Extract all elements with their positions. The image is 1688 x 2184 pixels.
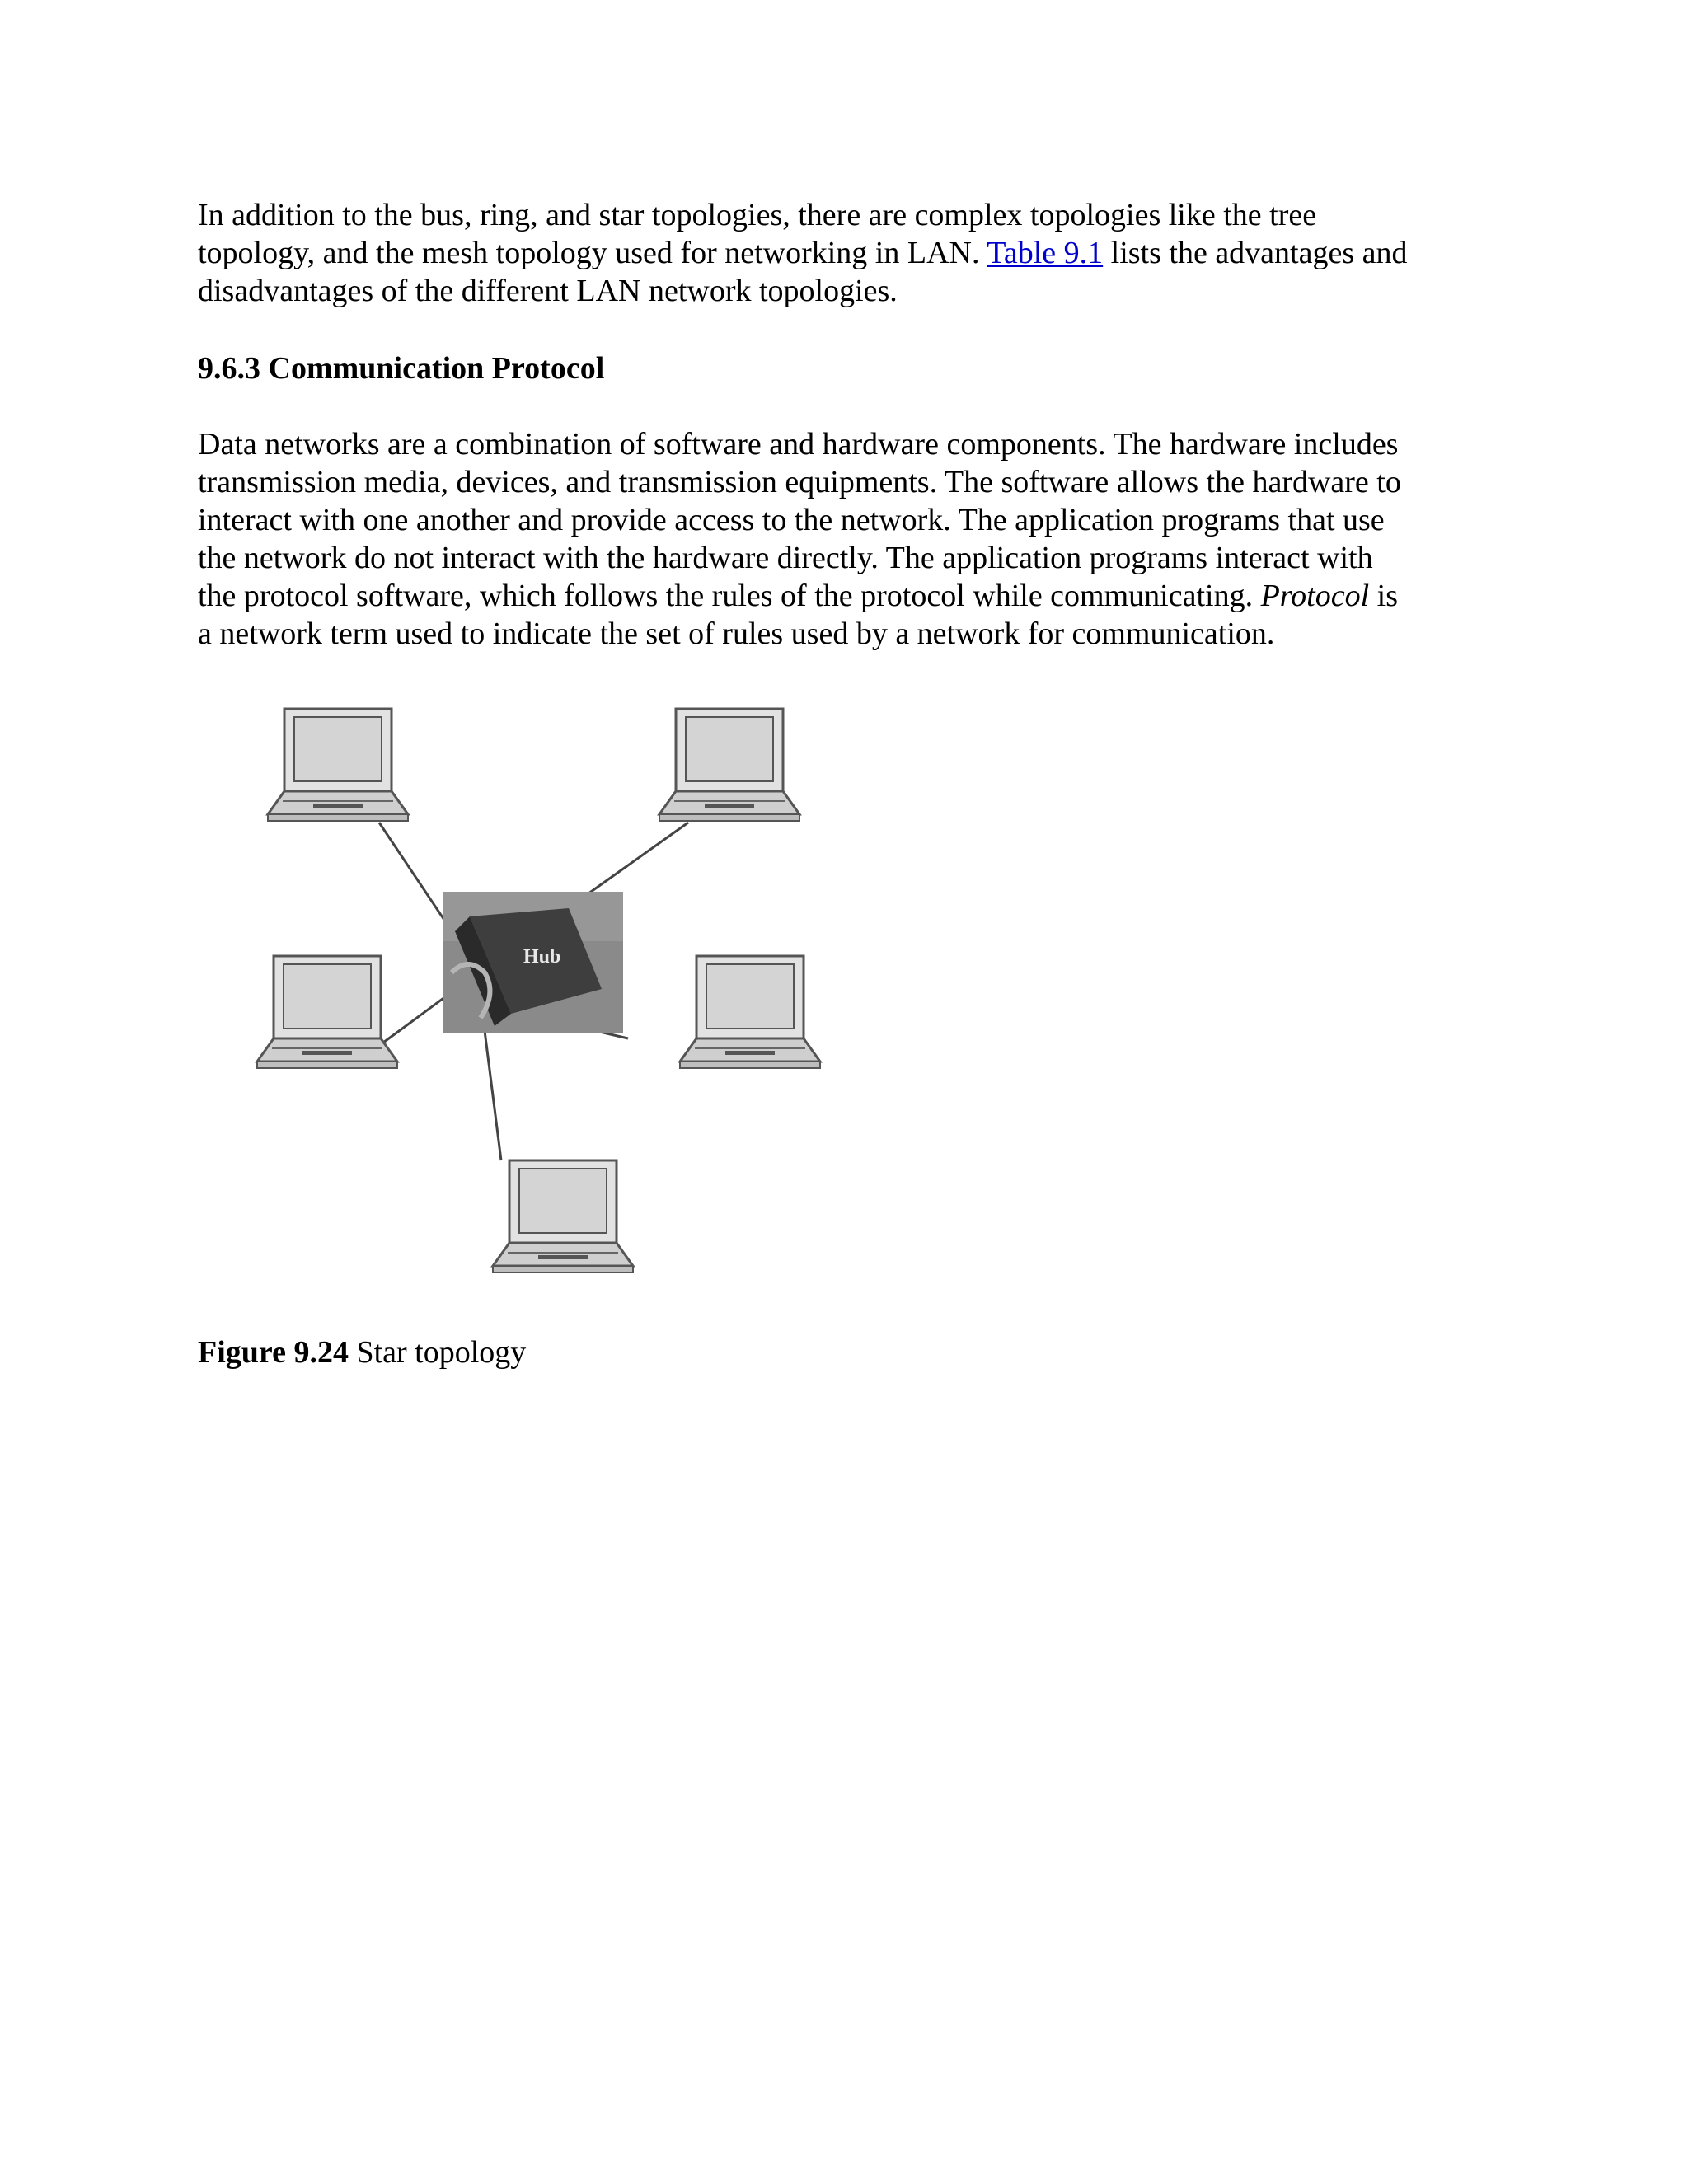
hub-label: Hub: [523, 946, 561, 968]
hub-device: [443, 892, 623, 1033]
laptop-icon: [659, 709, 799, 821]
laptop-icon: [493, 1160, 633, 1272]
protocol-line-4: the network do not interact with the hardware directly. The application programs interact with: [198, 541, 1373, 575]
laptop-icon: [257, 956, 397, 1068]
figure-number: Figure 9.24: [198, 1335, 349, 1370]
protocol-line-3: interact with one another and provide access to the network. The application programs that use: [198, 503, 1385, 537]
protocol-line-6: a network term used to indicate the set of rules used by a network for communication.: [198, 616, 1275, 651]
intro-line-2: [198, 234, 1500, 272]
protocol-line-2: transmission media, devices, and transmission equipments. The software allows the hardware to: [198, 465, 1401, 499]
figure-caption: [198, 1333, 526, 1371]
protocol-term: Protocol: [1260, 579, 1370, 613]
star-topology-figure: [239, 701, 841, 1294]
protocol-line-5: [198, 577, 1500, 615]
intro-line-1: In addition to the bus, ring, and star topologies, there are complex topologies like the tree: [198, 198, 1317, 232]
intro-line-3: disadvantages of the different LAN network topologies.: [198, 274, 898, 308]
laptop-icon: [680, 956, 820, 1068]
intro-line-2-after: lists the advantages and: [1103, 236, 1408, 270]
protocol-paragraph: [198, 425, 1500, 653]
intro-paragraph: [198, 196, 1500, 310]
figure-title: Star topology: [348, 1335, 527, 1370]
laptop-icon: [268, 709, 408, 821]
protocol-line-5-after: is: [1369, 579, 1399, 613]
intro-line-2-before: topology, and the mesh topology used for networking in LAN.: [198, 236, 987, 270]
protocol-line-1: Data networks are a combination of software and hardware components. The hardware includes: [198, 427, 1399, 462]
protocol-line-5-before: the protocol software, which follows the rules of the protocol while communicating.: [198, 579, 1261, 613]
table-9-1-link[interactable]: Table 9.1: [987, 236, 1104, 270]
section-heading: 9.6.3 Communication Protocol: [198, 351, 605, 386]
cable-bottom: [483, 1018, 501, 1160]
